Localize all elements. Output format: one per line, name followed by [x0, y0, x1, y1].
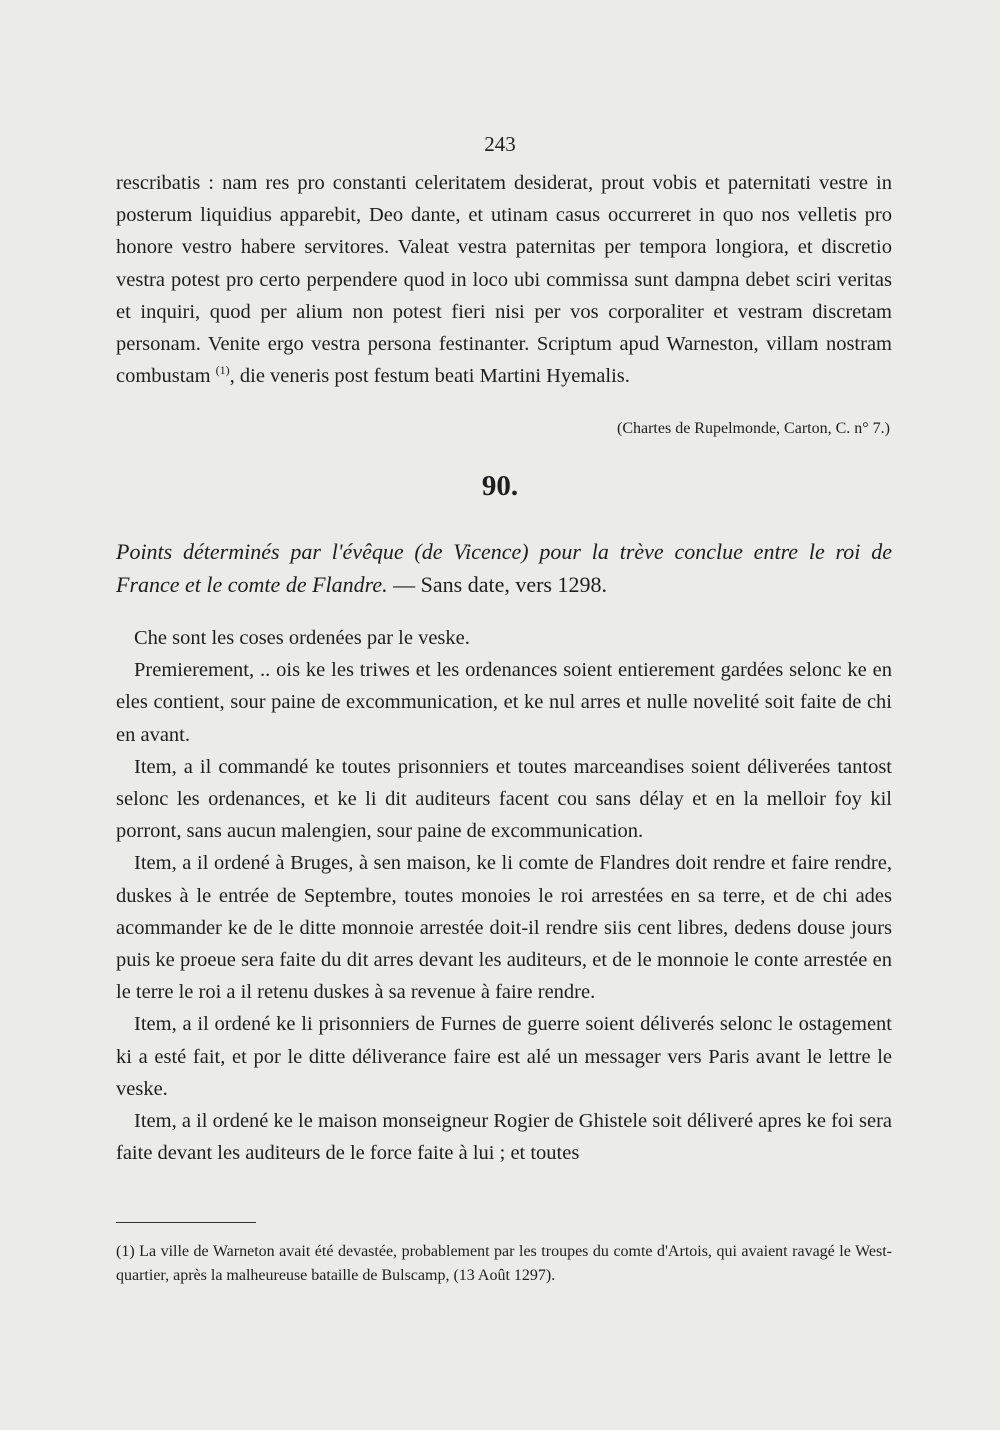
paragraph: Item, a il commandé ke toutes prisonniers et toutes marceandises soient déliverées tantost selonc les ordenances, et ke li dit auditeurs facent cou sans délay et en la melloir foy kil porront, sans aucun malengien, sour paine de excommunication. — [116, 755, 892, 843]
top-paragraph-end: , die veneris post festum beati Martini Hyemalis. — [229, 365, 630, 388]
document-title-italic: Points déterminés par l'évêque (de Vicence) pour la trève conclue entre le roi de France et le comte de Flandre. — [116, 539, 892, 597]
paragraph: Premierement, .. ois ke les triwes et les ordenances soient entierement gardées selonc ke en eles contient, sour paine de excommunication, et ke nul arres et nulle novelité soit faite de chi en avant. — [116, 659, 892, 746]
document-number: 90. — [481, 470, 519, 502]
paragraph: Item, a il ordené ke li prisonniers de Furnes de guerre soient déliverés selonc le ostagement ki a esté fait, et por le ditte déliverance faire est alé un messager vers Paris avant le lettre le veske. — [116, 1013, 892, 1100]
source-citation: (Chartes de Rupelmonde, Carton, C. n° 7.) — [616, 420, 890, 437]
top-paragraph-text: rescribatis : nam res pro constanti celeritatem desiderat, prout vobis et paternitati vestre in posterum liquidius apparebit, Deo dante, et utinam casus occurreret in quo nos velletis pro honore vestro habere servitores. Valeat vestra paternitas per tempora longiora, et discretio vestra potest pro certo perpendere quod in loco ubi commissa sunt dampna debet sciri veritas et inquiri, quod per alium non potest fieri nisi per vos corporaliter et vestram discretam personam. Venite ergo vestra persona festinanter. Scriptum apud Warneston, villam nostram combustam — [116, 172, 892, 388]
paragraph: Item, a il ordené ke le maison monseigneur Rogier de Ghistele soit déliveré apres ke foi sera faite devant les auditeurs de le force faite à lui ; et toutes — [116, 1110, 892, 1165]
paragraph: Che sont les coses ordenées par le veske. — [134, 627, 470, 649]
body-text — [116, 622, 892, 1169]
paragraph: Item, a il ordené à Bruges, à sen maison, ke li comte de Flandres doit rendre et faire rendre, duskes à le entrée de Septembre, toutes monoies le roi arrestées en sa terre, et de chi ades acommander ke de le ditte monnoie arrestée doit-il rendre siis cent libres, dedens douse jours puis ke proeue sera faite du dit arres devant les auditeurs, et de le monnoie le conte arrestée en le terre le roi a il retenu duskes à sa revenue à faire rendre. — [116, 852, 892, 1004]
footnote-reference: (1) — [215, 363, 230, 378]
footnote-divider — [116, 1222, 256, 1223]
footnote — [116, 1240, 892, 1288]
page-number: 243 — [484, 132, 516, 156]
top-paragraph-block — [116, 167, 892, 392]
document-title — [116, 535, 892, 601]
document-title-date: — Sans date, vers 1298. — [387, 572, 607, 597]
top-paragraph — [116, 167, 892, 392]
footnote-text: (1) La ville de Warneton avait été devastée, probablement par les troupes du comte d'Artois, qui avaient ravagé le West-quartier, après la malheureuse bataille de Bulscamp, (13 Août 1297). — [116, 1243, 892, 1284]
